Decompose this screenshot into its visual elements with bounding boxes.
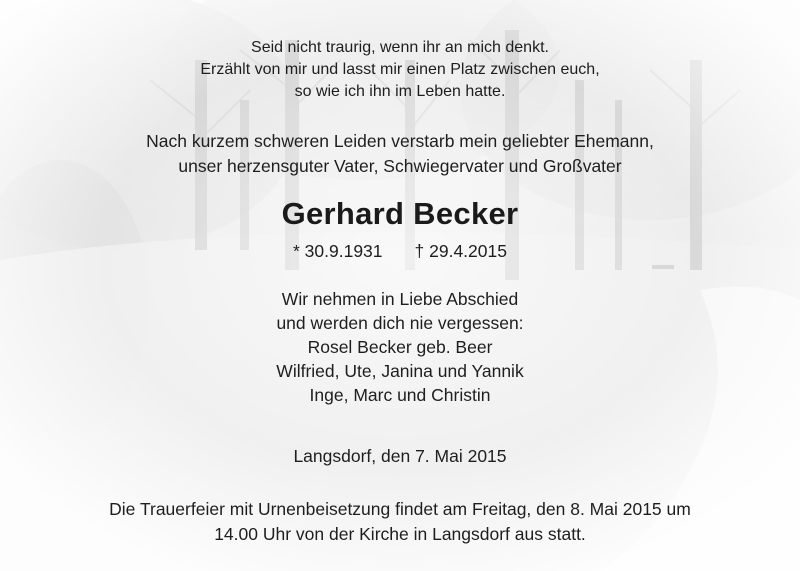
life-dates [0,239,800,263]
mourners-line: Wilfried, Ute, Janina und Yannik [276,361,524,381]
announcement-line: Nach kurzem schweren Leiden verstarb mein geliebter Ehemann, [146,131,654,151]
birth-date: * 30.9.1931 [293,241,383,261]
mourners-line: Rosel Becker geb. Beer [307,337,493,357]
deceased-name: Gerhard Becker [281,196,519,231]
funeral-service-info [0,497,800,547]
mourners-line: und werden dich nie vergessen: [276,313,524,333]
mourners-list [0,287,800,407]
announcement-line: unser herzensguter Vater, Schwiegervater und Großvater [178,156,622,176]
poem-line: so wie ich ihn im Leben hatte. [294,83,506,100]
death-announcement [0,129,800,179]
poem-line: Seid nicht traurig, wenn ihr an mich denkt. [251,39,549,56]
death-date: † 29.4.2015 [414,241,507,261]
place-and-date: Langsdorf, den 7. Mai 2015 [293,446,507,466]
poem-verse [0,37,800,103]
mourners-line: Inge, Marc und Christin [309,385,491,405]
mourners-line: Wir nehmen in Liebe Abschied [281,289,519,309]
service-line: 14.00 Uhr von der Kirche in Langsdorf aus statt. [214,524,586,544]
service-line: Die Trauerfeier mit Urnenbeisetzung findet am Freitag, den 8. Mai 2015 um [109,499,691,519]
poem-line: Erzählt von mir und lasst mir einen Platz zwischen euch, [200,61,600,78]
